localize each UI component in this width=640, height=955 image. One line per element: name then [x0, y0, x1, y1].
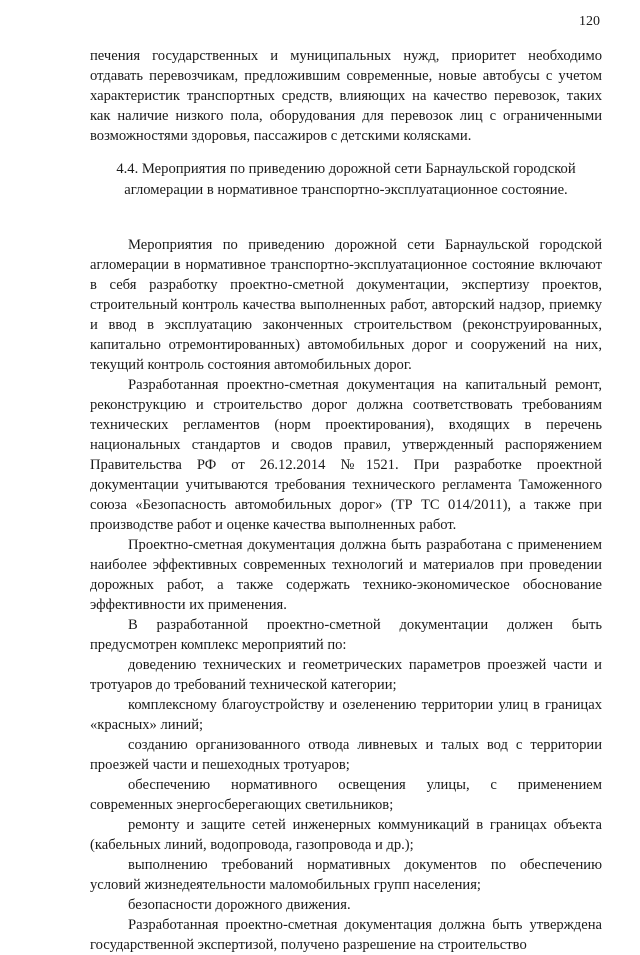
list-item: обеспечению нормативного освещения улицы, с применением современных энергосберегающих светильников; — [90, 777, 602, 813]
list-item: комплексному благоустройству и озеленению территории улиц в границах «красных» линий; — [90, 697, 602, 733]
paragraph: Проектно-сметная документация должна быть разработана с применением наиболее эффективных современных технологий и материалов при проведении дорожных работ, а также содержать технико-экономическое обоснование эффективности их применения. — [90, 537, 602, 613]
list-item: ремонту и защите сетей инженерных коммуникаций в границах объекта (кабельных линий, водопровода, газопровода и др.); — [90, 817, 602, 853]
intro-text-block — [90, 46, 602, 146]
paragraph: Мероприятия по приведению дорожной сети Барнаульской городской агломерации в нормативное транспортно-эксплуатационное состояние включают в себя разработку проектно-сметной документации, экспертизу проектов, строительный контроль качества выполненных работ, авторский надзор, приемку и ввод в эксплуатацию законченных строительством (реконструированных, капитально отремонтированных) автомобильных дорог и сооружений на них, текущий контроль состояния автомобильных дорог. — [90, 237, 602, 373]
list-item: выполнению требований нормативных документов по обеспечению условий жизнедеятельности маломобильных групп населения; — [90, 857, 602, 893]
list-item: доведению технических и геометрических параметров проезжей части и тротуаров до требований технической категории; — [90, 657, 602, 693]
paragraph: Разработанная проектно-сметная документация на капитальный ремонт, реконструкцию и строительство дорог должна соответствовать требованиям технических регламентов (норм проектирования), входящих в перечень национальных стандартов и сводов правил, утвержденный распоряжением Правительства РФ от 26.12.2014 №1521. При разработке проектной документации учитываются требования технического регламента Таможенного союза «Безопасность автомобильных дорог» (ТР ТС 014/2011), а также при производстве работ и оценке качества выполненных работ. — [90, 377, 602, 533]
page-number: 120 — [579, 14, 600, 29]
paragraph: Разработанная проектно-сметная документация должна быть утверждена государственной экспертизой, получено разрешение на строительство — [90, 917, 602, 953]
section-heading: 4.4. Мероприятия по приведению дорожной сети Барнаульской городской агломерации в нормативное транспортно-эксплуатационное состояние. — [116, 161, 576, 198]
intro-paragraph: печения государственных и муниципальных нужд, приоритет необходимо отдавать перевозчикам, предложившим современные, новые автобусы с учетом характеристик транспортных средств, влияющих на качество перевозок, таких как наличие низкого пола, оборудования для перевозок лиц с ограниченными возможностями здоровья, пассажиров с детскими колясками. — [90, 48, 602, 144]
list-item: безопасности дорожного движения. — [128, 897, 351, 913]
paragraph: В разработанной проектно-сметной документации должен быть предусмотрен комплекс мероприятий по: — [90, 617, 602, 653]
list-item: созданию организованного отвода ливневых и талых вод с территории проезжей части и пешеходных тротуаров; — [90, 737, 602, 773]
main-text-block — [90, 235, 602, 955]
